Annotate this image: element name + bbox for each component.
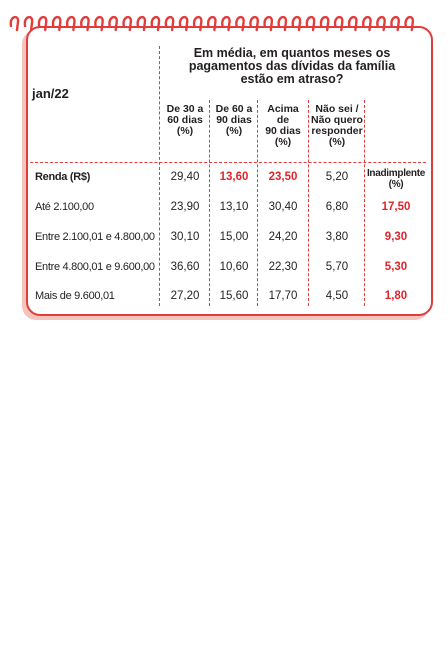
table-cell: 36,60 xyxy=(170,261,200,273)
header-line: (%) xyxy=(225,125,243,137)
table-cell: 4,50 xyxy=(325,290,349,302)
question-line: Em média, em quantos meses os xyxy=(193,46,391,60)
column-header-inadimplente xyxy=(364,168,428,190)
table-cell: 29,40 xyxy=(170,171,200,183)
table-cell: 30,40 xyxy=(268,201,298,213)
header-line: Não sei / xyxy=(315,103,359,115)
table-cell: 13,60 xyxy=(219,171,249,183)
header-line: (%) xyxy=(328,136,346,148)
header-line: 90 dias xyxy=(216,114,252,126)
header-line: 90 dias xyxy=(265,125,301,137)
row-label: Renda (R$) xyxy=(35,171,91,183)
column-header-above-90 xyxy=(258,104,308,148)
table-cell: 10,60 xyxy=(219,261,249,273)
table-cell: 9,30 xyxy=(384,231,408,243)
header-line: Acima xyxy=(267,103,299,115)
column-header-30-60 xyxy=(160,104,210,137)
question-line: pagamentos das dívidas da família xyxy=(188,59,396,73)
header-line: (%) xyxy=(176,125,194,137)
table-cell: 15,60 xyxy=(219,290,249,302)
table-cell: 23,50 xyxy=(268,171,298,183)
table-cell: 5,20 xyxy=(325,171,349,183)
header-line: (%) xyxy=(274,136,292,148)
data-table xyxy=(0,0,448,330)
table-cell: 13,10 xyxy=(219,201,249,213)
header-line: De 60 a xyxy=(215,103,253,115)
table-cell: 5,30 xyxy=(384,261,408,273)
header-line: responder xyxy=(311,125,363,137)
header-line: De 30 a xyxy=(166,103,204,115)
row-label: Mais de 9.600,01 xyxy=(35,290,115,302)
table-cell: 27,20 xyxy=(170,290,200,302)
table-cell: 17,50 xyxy=(381,201,411,213)
column-header-60-90 xyxy=(210,104,258,137)
table-cell: 17,70 xyxy=(268,290,298,302)
table-cell: 22,30 xyxy=(268,261,298,273)
row-label: Entre 2.100,01 e 4.800,00 xyxy=(35,231,155,243)
question-line: estão em atraso? xyxy=(240,72,344,86)
row-label: Entre 4.800,01 e 9.600,00 xyxy=(35,261,155,273)
table-cell: 1,80 xyxy=(384,290,408,302)
row-label: Até 2.100,00 xyxy=(35,201,94,213)
table-cell: 30,10 xyxy=(170,231,200,243)
header-line: Não quero xyxy=(311,114,363,126)
question-title xyxy=(166,47,418,86)
table-cell: 6,80 xyxy=(325,201,349,213)
header-divider xyxy=(30,162,426,163)
table-cell: 5,70 xyxy=(325,261,349,273)
column-header-dont-know xyxy=(309,104,365,148)
table-cell: 23,90 xyxy=(170,201,200,213)
header-line: de xyxy=(276,114,290,126)
period-label: jan/22 xyxy=(32,86,69,101)
header-line: Inadimplente xyxy=(366,168,426,179)
table-cell: 15,00 xyxy=(219,231,249,243)
header-line: (%) xyxy=(388,179,404,190)
header-line: 60 dias xyxy=(167,114,203,126)
table-cell: 3,80 xyxy=(325,231,349,243)
table-cell: 24,20 xyxy=(268,231,298,243)
